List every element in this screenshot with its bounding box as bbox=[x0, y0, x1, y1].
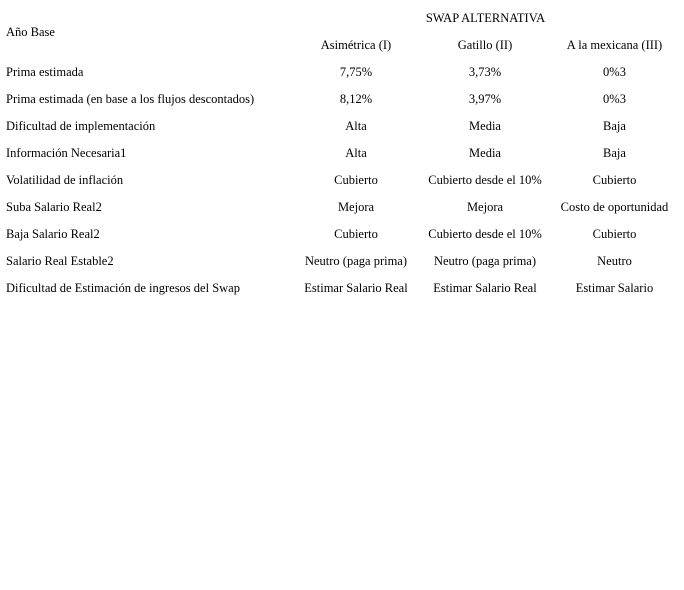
column-header-asimetrica: Asimétrica (I) bbox=[320, 38, 392, 52]
cell-asimetrica: Cubierto bbox=[334, 173, 378, 187]
row-label: Volatilidad de inflación bbox=[6, 173, 124, 187]
column-header-mexicana: A la mexicana (III) bbox=[566, 38, 663, 52]
row-label: Prima estimada bbox=[6, 65, 84, 79]
row-label: Dificultad de Estimación de ingresos del Swap bbox=[6, 281, 240, 295]
cell-asimetrica: Cubierto bbox=[334, 227, 378, 241]
cell-gatillo: Media bbox=[469, 146, 501, 160]
cell-mexicana: Estimar Salario bbox=[575, 281, 654, 295]
cell-asimetrica: 8,12% bbox=[339, 92, 373, 106]
swap-comparison-table bbox=[4, 5, 677, 302]
cell-mexicana: Cubierto bbox=[592, 173, 637, 187]
cell-gatillo: Neutro (paga prima) bbox=[433, 254, 537, 268]
group-header: SWAP ALTERNATIVA bbox=[425, 11, 546, 25]
row-label: Baja Salario Real2 bbox=[6, 227, 100, 241]
cell-gatillo: Media bbox=[469, 119, 501, 133]
cell-mexicana: Neutro bbox=[597, 254, 632, 268]
cell-asimetrica: Mejora bbox=[337, 200, 375, 214]
cell-mexicana: Cubierto bbox=[592, 227, 637, 241]
table-row bbox=[4, 86, 677, 113]
table-row bbox=[4, 140, 677, 167]
table-row bbox=[4, 194, 677, 221]
table-row bbox=[4, 221, 677, 248]
cell-mexicana: 0%3 bbox=[603, 65, 626, 79]
cell-asimetrica: 7,75% bbox=[339, 65, 373, 79]
cell-gatillo: 3,97% bbox=[468, 92, 502, 106]
row-label: Prima estimada (en base a los flujos descontados) bbox=[6, 92, 255, 106]
cell-asimetrica: Alta bbox=[345, 119, 367, 133]
table-row bbox=[4, 167, 677, 194]
cell-gatillo: Cubierto desde el 10% bbox=[428, 173, 542, 187]
table-row bbox=[4, 248, 677, 275]
cell-mexicana: 0%3 bbox=[603, 92, 626, 106]
row-label: Dificultad de implementación bbox=[6, 119, 156, 133]
cell-gatillo: 3,73% bbox=[468, 65, 502, 79]
table-row bbox=[4, 59, 677, 86]
cell-asimetrica: Neutro (paga prima) bbox=[304, 254, 408, 268]
cell-asimetrica: Estimar Salario Real bbox=[304, 281, 408, 295]
cell-gatillo: Cubierto desde el 10% bbox=[428, 227, 542, 241]
cell-gatillo: Mejora bbox=[466, 200, 504, 214]
header-row-group bbox=[4, 5, 677, 32]
cell-mexicana: Costo de oportunidad bbox=[560, 200, 669, 214]
cell-asimetrica: Alta bbox=[345, 146, 367, 160]
table-row bbox=[4, 275, 677, 302]
cell-mexicana: Baja bbox=[603, 119, 626, 133]
cell-gatillo: Estimar Salario Real bbox=[433, 281, 537, 295]
row-label: Suba Salario Real2 bbox=[6, 200, 102, 214]
table-row bbox=[4, 113, 677, 140]
row-label: Salario Real Estable2 bbox=[6, 254, 114, 268]
column-header-gatillo: Gatillo (II) bbox=[457, 38, 513, 52]
corner-label: Año Base bbox=[6, 24, 55, 39]
row-label: Información Necesaria1 bbox=[6, 146, 127, 160]
cell-mexicana: Baja bbox=[603, 146, 626, 160]
